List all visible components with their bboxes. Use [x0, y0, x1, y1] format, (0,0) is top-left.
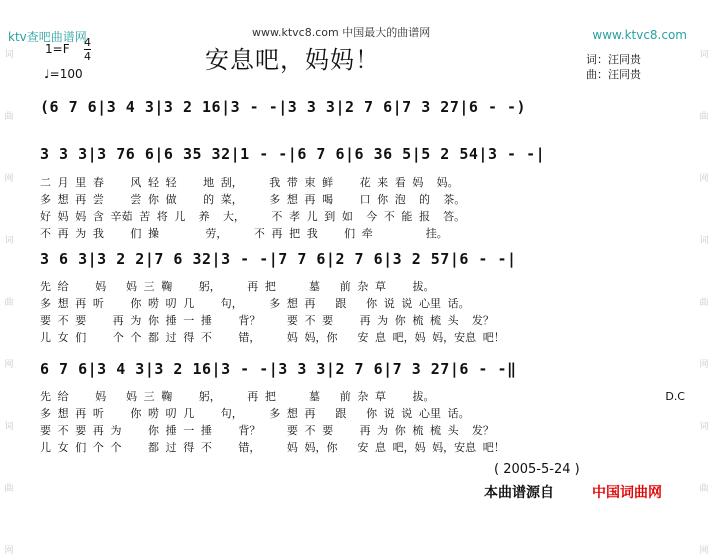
- right-border-watermark: [697, 50, 711, 556]
- lyric-line: 儿 女 们 个 个 都 过 得 不 错， 妈 妈，你 安 息 吧，妈 妈，安息 吧！: [40, 331, 505, 344]
- border-glyph: 曲: [4, 484, 14, 494]
- lyric-line: 要 不 要 再 为 你 捶 一 捶 背？ 要 不 要 再 为 你 梳 梳 头 发？: [40, 314, 494, 327]
- lyricist-credit: 词：汪同贵: [586, 53, 641, 66]
- da-capo-marking: D.C: [665, 390, 685, 403]
- border-glyph: 词: [4, 422, 14, 432]
- composer-credit: 曲：汪同贵: [586, 68, 641, 81]
- time-signature: [84, 37, 91, 63]
- border-glyph: 曲: [699, 484, 709, 494]
- border-glyph: 网: [4, 174, 14, 184]
- tempo-marking: ♩=100: [44, 67, 83, 81]
- border-glyph: 网: [699, 546, 709, 556]
- border-glyph: 词: [4, 236, 14, 246]
- border-glyph: 词: [699, 422, 709, 432]
- border-glyph: 网: [4, 546, 14, 556]
- date-label: ( 2005-5-24 ): [494, 462, 580, 477]
- lyric-line: 多 想 再 听 你 唠 叨 几 句， 多 想 再 跟 你 说 说 心里 话。: [40, 407, 470, 420]
- lyric-line: 先 给 妈 妈 三 鞠 躬， 再 把 墓 前 杂 草 拔。: [40, 390, 435, 403]
- site-watermark-center: www.ktvc8.com 中国最大的曲谱网: [252, 26, 431, 39]
- notation-line-2: 3 6 3|3 2 2|7 6 32|3 - -|7 7 6|2 7 6|3 2 57|6 - -|: [40, 250, 517, 268]
- notation-line-1: 3 3 3|3 76 6|6 35 32|1 - -|6 7 6|6 36 5|5 2 54|3 - -|: [40, 145, 546, 163]
- time-signature-bottom: 4: [84, 50, 91, 63]
- time-signature-top: 4: [84, 36, 91, 49]
- border-glyph: 网: [4, 360, 14, 370]
- border-glyph: 曲: [699, 112, 709, 122]
- lyric-line: 多 想 再 听 你 唠 叨 几 句， 多 想 再 跟 你 说 说 心里 话。: [40, 297, 470, 310]
- border-glyph: 曲: [699, 298, 709, 308]
- source-brand-link[interactable]: 中国词曲网: [592, 485, 662, 501]
- border-glyph: 词: [699, 236, 709, 246]
- credits: [586, 52, 641, 82]
- site-watermark-right: www.ktvc8.com: [592, 28, 687, 42]
- border-glyph: 曲: [4, 112, 14, 122]
- border-glyph: 词: [4, 50, 14, 60]
- lyric-line: 不 再 为 我 们 操 劳， 不 再 把 我 们 牵 挂。: [40, 227, 448, 240]
- lyric-line: 多 想 再 尝 尝 你 做 的 菜， 多 想 再 喝 口 你 泡 的 茶。: [40, 193, 466, 206]
- lyric-line: 二 月 里 春 风 轻 轻 地 刮， 我 带 束 鲜 花 来 看 妈 妈。: [40, 176, 459, 189]
- song-title: 安息吧，妈妈！: [205, 46, 380, 74]
- border-glyph: 网: [699, 174, 709, 184]
- left-border-watermark: [2, 50, 16, 556]
- notation-line-intro: (6 7 6|3 4 3|3 2 16|3 - -|3 3 3|2 7 6|7 3 27|6 - -): [40, 98, 527, 116]
- source-label: 本曲谱源自: [484, 485, 554, 501]
- border-glyph: 网: [699, 360, 709, 370]
- site-watermark-left: ktv查吧曲谱网: [8, 30, 87, 44]
- border-glyph: 词: [699, 50, 709, 60]
- lyric-line: 儿 女 们 个 个 都 过 得 不 错， 妈 妈，你 安 息 吧，妈 妈，安息 吧！: [40, 441, 505, 454]
- lyric-line: 先 给 妈 妈 三 鞠 躬， 再 把 墓 前 杂 草 拔。: [40, 280, 435, 293]
- lyric-line: 要 不 要 再 为 你 捶 一 捶 背？ 要 不 要 再 为 你 梳 梳 头 发？: [40, 424, 494, 437]
- key-signature: 1=F: [45, 42, 70, 56]
- lyric-line: 好 妈 妈 含 辛茹 苦 将 儿 养 大， 不 孝 儿 到 如 今 不 能 报 答。: [40, 210, 466, 223]
- border-glyph: 曲: [4, 298, 14, 308]
- notation-line-3: 6 7 6|3 4 3|3 2 16|3 - -|3 3 3|2 7 6|7 3 27|6 - -‖: [40, 360, 517, 378]
